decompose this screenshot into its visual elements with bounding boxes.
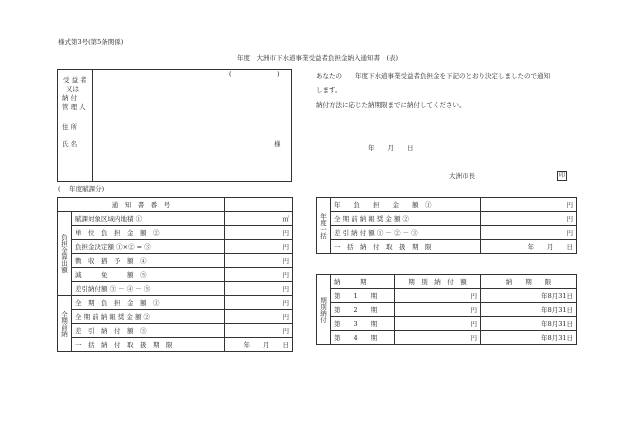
- year-lump-table: [316, 197, 577, 254]
- calc-row-value: 円: [225, 226, 293, 240]
- form-id: 様式第3号(第5条関係): [58, 38, 124, 46]
- calc-row-value: 円: [225, 282, 293, 296]
- amount-col-header: 期 別 納 付 額: [395, 275, 481, 289]
- year-row-value: 年 月 日: [481, 240, 577, 254]
- installment-group-label: 期別納付: [317, 275, 331, 345]
- lump-row-value: 円: [225, 310, 293, 324]
- issuer-name: 大洲市長: [449, 172, 475, 180]
- period-deadline: 年8月31日: [481, 289, 577, 303]
- period-amount: 円: [395, 317, 481, 331]
- calc-row-label: 差引納付額 ③ － ④ － ⑤: [72, 282, 225, 296]
- period-label: 第 1 期: [331, 289, 395, 303]
- lump-row-value: 年 月 日: [225, 338, 293, 352]
- name-label: 氏 名: [62, 140, 78, 148]
- calc-row-label: 減 免 額 ⑤: [72, 268, 225, 282]
- deadline-col-header: 納 期 限: [481, 275, 577, 289]
- assessment-table: [57, 197, 293, 352]
- year-row-value: 円: [481, 212, 577, 226]
- payer-box-divider: [92, 69, 93, 182]
- calc-row-value: 円: [225, 268, 293, 282]
- seal-mark: 印: [558, 172, 565, 179]
- calc-row-label: 負担金決定額 ①×② = ③: [72, 240, 225, 254]
- period-col-header: 納 期: [331, 275, 395, 289]
- lump-row-value: 円: [225, 324, 293, 338]
- payer-label-2: 又は: [66, 85, 79, 93]
- calc-row-value: ㎡: [225, 212, 293, 226]
- period-label: 第 4 期: [331, 331, 395, 345]
- period-amount: 円: [395, 303, 481, 317]
- calc-row-value: 円: [225, 240, 293, 254]
- payer-label-1: 受 益 者: [63, 76, 87, 84]
- lump-row-value: 円: [225, 296, 293, 310]
- notice-line-1: あなたの 年度下水道事業受益者負担金を下記のとおり決定しましたので通知: [316, 72, 550, 80]
- calc-row-label: 単 位 負 担 金 額 ②: [72, 226, 225, 240]
- notice-number-header: 通 知 書 番 号: [58, 198, 225, 212]
- year-row-label: 全 期 前 納 報 奨 金 額 ②: [331, 212, 481, 226]
- lump-row-label: 全 期 前 納 報 奨 金 額 ②: [72, 310, 225, 324]
- address-label: 住 所: [62, 123, 78, 131]
- notice-number-value: [225, 198, 293, 212]
- period-deadline: 年8月31日: [481, 303, 577, 317]
- payer-paren: ( ): [229, 70, 280, 78]
- notice-line-3: 納付方法に応じた納期限までに納付してください。: [316, 101, 466, 109]
- year-group-label: 年度一括: [317, 198, 331, 254]
- year-row-label: 差 引 納 付 額 ① － ② － ③: [331, 226, 481, 240]
- lump-row-label: 一 括 納 付 取 扱 期 限: [72, 338, 225, 352]
- year-row-value: 円: [481, 226, 577, 240]
- notice-line-2: します。: [316, 86, 342, 94]
- payer-label-4: 管 理 人: [62, 103, 86, 111]
- period-deadline: 年8月31日: [481, 331, 577, 345]
- lump-group-label: 全期前納: [58, 296, 72, 352]
- period-amount: 円: [395, 331, 481, 345]
- period-amount: 円: [395, 289, 481, 303]
- issue-date: 年 月 日: [368, 144, 414, 152]
- year-row-value: 円: [481, 198, 577, 212]
- document-title: 年度 大洲市下水道事業受益者負担金納入通知書 (表): [237, 54, 399, 62]
- installment-table: [316, 274, 577, 345]
- period-label: 第 2 期: [331, 303, 395, 317]
- period-deadline: 年8月31日: [481, 317, 577, 331]
- calc-row-label: 徴 収 猶 予 額 ④: [72, 254, 225, 268]
- calc-group-label: 負担金算出額: [58, 212, 72, 296]
- calc-row-label: 賦課対象区域内地積 ①: [72, 212, 225, 226]
- period-label: 第 3 期: [331, 317, 395, 331]
- honorific: 様: [274, 140, 281, 148]
- payer-label-3: 納 付: [62, 94, 78, 102]
- lump-row-label: 差 引 納 付 額 ③: [72, 324, 225, 338]
- year-row-label: 一 括 納 付 取 扱 期 限: [331, 240, 481, 254]
- fiscal-year-label: ( 年度賦課分): [58, 185, 105, 193]
- calc-row-value: 円: [225, 254, 293, 268]
- lump-row-label: 全 期 負 担 金 額 ①: [72, 296, 225, 310]
- year-row-label: 年 負 担 金 額 ①: [331, 198, 481, 212]
